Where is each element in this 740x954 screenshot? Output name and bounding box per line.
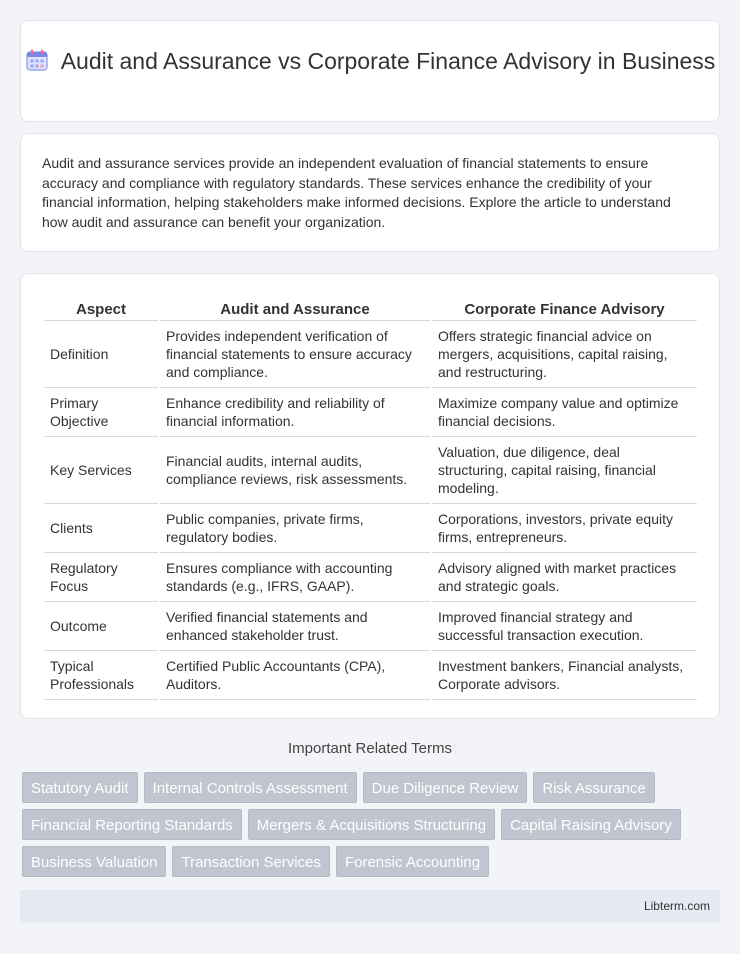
calendar-icon bbox=[25, 48, 49, 72]
cell-advisory: Advisory aligned with market practices and strategic goals. bbox=[432, 553, 697, 602]
cell-aspect: Typical Professionals bbox=[44, 651, 158, 700]
table-row bbox=[44, 388, 697, 437]
table-row bbox=[44, 437, 697, 504]
tag-mergers-acquisitions[interactable]: Mergers & Acquisitions Structuring bbox=[248, 809, 495, 840]
tag-financial-reporting[interactable]: Financial Reporting Standards bbox=[22, 809, 242, 840]
cell-advisory: Corporations, investors, private equity firms, entrepreneurs. bbox=[432, 504, 697, 553]
table-row bbox=[44, 504, 697, 553]
related-terms-title: Important Related Terms bbox=[288, 740, 452, 757]
tag-internal-controls[interactable]: Internal Controls Assessment bbox=[144, 772, 357, 803]
cell-audit: Ensures compliance with accounting standards (e.g., IFRS, GAAP). bbox=[160, 553, 430, 602]
cell-audit: Public companies, private firms, regulatory bodies. bbox=[160, 504, 430, 553]
tag-due-diligence[interactable]: Due Diligence Review bbox=[363, 772, 528, 803]
table-row bbox=[44, 602, 697, 651]
tag-business-valuation[interactable]: Business Valuation bbox=[22, 846, 166, 877]
cell-aspect: Primary Objective bbox=[44, 388, 158, 437]
comparison-card bbox=[20, 273, 720, 719]
tag-capital-raising[interactable]: Capital Raising Advisory bbox=[501, 809, 681, 840]
cell-aspect: Definition bbox=[44, 321, 158, 388]
intro-paragraph: Audit and assurance services provide an independent evaluation of financial statements to ensure accuracy and compliance with regulatory standards. These services enhance the credibility of your financial information, helping stakeholders make informed decisions. Explore the article to understand how audit and assurance can benefit your organization. bbox=[42, 155, 671, 230]
cell-audit: Enhance credibility and reliability of financial information. bbox=[160, 388, 430, 437]
cell-audit: Verified financial statements and enhanced stakeholder trust. bbox=[160, 602, 430, 651]
table-row bbox=[44, 651, 697, 700]
cell-advisory: Offers strategic financial advice on mergers, acquisitions, capital raising, and restructuring. bbox=[432, 321, 697, 388]
header-audit: Audit and Assurance bbox=[160, 294, 430, 321]
cell-audit: Certified Public Accountants (CPA), Auditors. bbox=[160, 651, 430, 700]
cell-audit: Financial audits, internal audits, compliance reviews, risk assessments. bbox=[160, 437, 430, 504]
cell-aspect: Outcome bbox=[44, 602, 158, 651]
page-title: Audit and Assurance vs Corporate Finance Advisory in Business bbox=[60, 48, 716, 74]
tag-risk-assurance[interactable]: Risk Assurance bbox=[533, 772, 654, 803]
tag-transaction-services[interactable]: Transaction Services bbox=[172, 846, 330, 877]
header-advisory: Corporate Finance Advisory bbox=[432, 294, 697, 321]
cell-audit: Provides independent verification of financial statements to ensure accuracy and compliance. bbox=[160, 321, 430, 388]
header-aspect: Aspect bbox=[44, 294, 158, 321]
cell-advisory: Improved financial strategy and successful transaction execution. bbox=[432, 602, 697, 651]
title-card bbox=[20, 20, 720, 122]
table-row bbox=[44, 321, 697, 388]
cell-advisory: Valuation, due diligence, deal structuring, capital raising, financial modeling. bbox=[432, 437, 697, 504]
comparison-table bbox=[42, 294, 699, 700]
cell-aspect: Regulatory Focus bbox=[44, 553, 158, 602]
footer bbox=[20, 890, 720, 923]
cell-advisory: Investment bankers, Financial analysts, Corporate advisors. bbox=[432, 651, 697, 700]
related-terms-tags bbox=[22, 772, 722, 883]
tag-statutory-audit[interactable]: Statutory Audit bbox=[22, 772, 138, 803]
table-header-row bbox=[44, 294, 697, 321]
intro-card bbox=[20, 133, 720, 252]
tag-forensic-accounting[interactable]: Forensic Accounting bbox=[336, 846, 489, 877]
table-row bbox=[44, 553, 697, 602]
footer-site-link[interactable]: Libterm.com bbox=[643, 899, 710, 913]
page-title-row bbox=[21, 47, 719, 76]
cell-advisory: Maximize company value and optimize financial decisions. bbox=[432, 388, 697, 437]
cell-aspect: Key Services bbox=[44, 437, 158, 504]
cell-aspect: Clients bbox=[44, 504, 158, 553]
